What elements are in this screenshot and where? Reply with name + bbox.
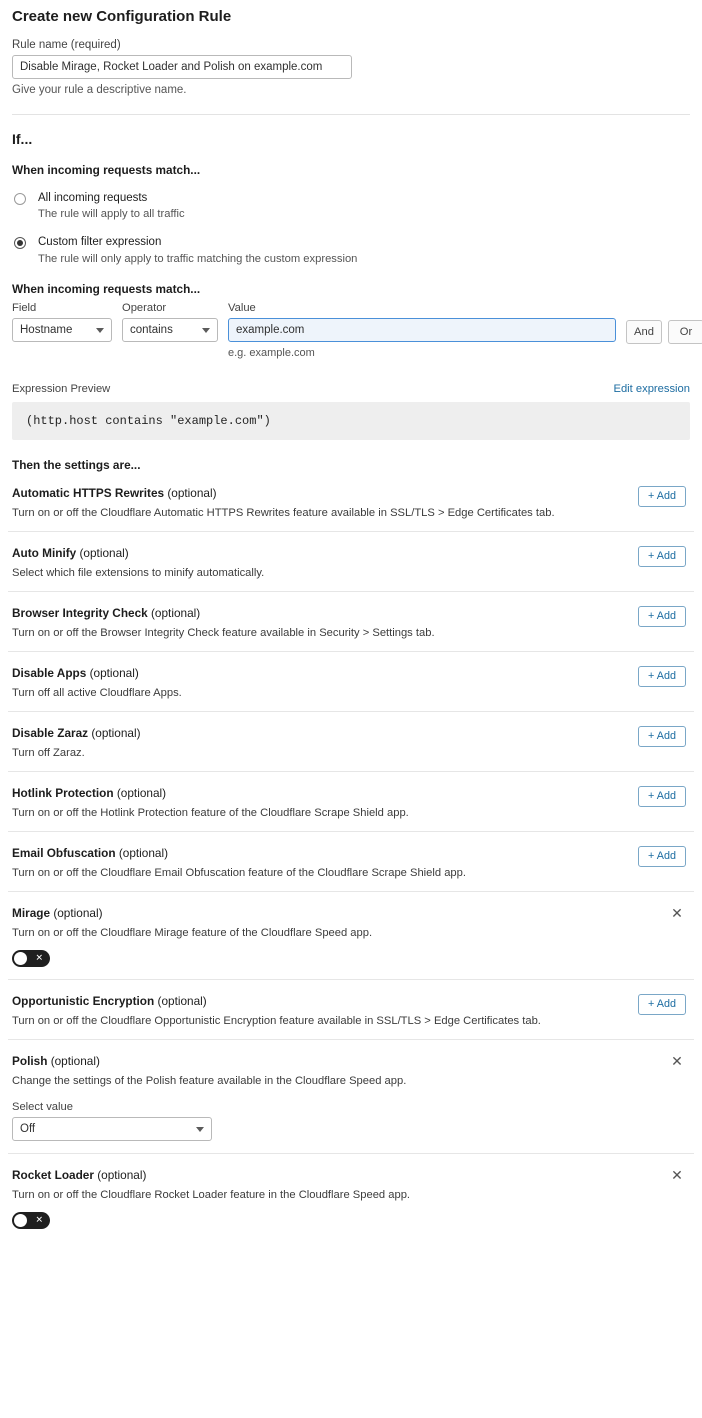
and-button[interactable]: And <box>626 320 662 344</box>
field-select[interactable] <box>12 318 112 342</box>
radio-option-all-requests[interactable] <box>12 191 694 221</box>
value-help: e.g. example.com <box>228 346 315 359</box>
setting-disable-zaraz <box>8 712 694 772</box>
setting-email-obfuscation <box>8 832 694 892</box>
then-settings-heading: Then the settings are... <box>12 457 141 472</box>
if-section-subheading: When incoming requests match... <box>12 163 201 177</box>
edit-expression-link[interactable]: Edit expression <box>613 382 690 395</box>
rule-name-label: Rule name (required) <box>12 39 121 51</box>
setting-optional-tag: (optional) <box>97 1167 147 1182</box>
setting-optional-tag: (optional) <box>53 905 103 920</box>
rocket-loader-toggle[interactable] <box>12 1212 50 1229</box>
setting-title-text: Auto Minify <box>12 545 77 560</box>
setting-title-text: Email Obfuscation <box>12 845 116 860</box>
radio-custom-filter-icon[interactable] <box>14 237 26 249</box>
chevron-down-icon <box>196 1127 204 1132</box>
operator-select[interactable] <box>122 318 218 342</box>
setting-polish <box>8 1040 694 1154</box>
setting-description: Turn on or off the Hotlink Protection feature of the Cloudflare Scrape Shield app. <box>12 806 409 819</box>
setting-optional-tag: (optional) <box>91 725 141 740</box>
add-button[interactable]: + Add <box>638 726 686 747</box>
expression-preview-text: (http.host contains "example.com") <box>12 402 690 440</box>
setting-title <box>12 786 690 800</box>
setting-title-text: Mirage <box>12 905 51 920</box>
toggle-off-icon: ✕ <box>35 952 43 963</box>
toggle-off-icon: ✕ <box>35 1214 43 1225</box>
or-button[interactable]: Or <box>668 320 702 344</box>
setting-description: Change the settings of the Polish feature available in the Cloudflare Speed app. <box>12 1074 407 1087</box>
remove-setting-icon[interactable]: ✕ <box>671 904 683 921</box>
setting-optional-tag: (optional) <box>151 605 201 620</box>
setting-title <box>12 1054 690 1068</box>
setting-optional-tag: (optional) <box>118 845 169 860</box>
add-button[interactable]: + Add <box>638 846 686 867</box>
setting-description: Turn on or off the Cloudflare Mirage feature of the Cloudflare Speed app. <box>12 926 373 939</box>
setting-title <box>12 726 690 740</box>
radio-option-custom-filter[interactable] <box>12 235 694 265</box>
setting-optional-tag: (optional) <box>89 665 139 680</box>
chevron-down-icon <box>202 328 210 333</box>
radio-all-requests-icon[interactable] <box>14 193 26 205</box>
setting-optional-tag: (optional) <box>167 485 217 500</box>
setting-title-text: Hotlink Protection <box>12 785 114 800</box>
operator-select-value: contains <box>130 323 173 336</box>
setting-title <box>12 666 690 680</box>
expression-preview-header <box>12 383 690 395</box>
add-button[interactable]: + Add <box>638 606 686 627</box>
polish-select[interactable] <box>12 1117 212 1141</box>
setting-mirage <box>8 892 694 980</box>
remove-setting-icon[interactable]: ✕ <box>671 1166 683 1183</box>
setting-automatic-https-rewrites <box>8 472 694 532</box>
setting-optional-tag: (optional) <box>79 545 129 560</box>
radio-custom-filter-desc: The rule will only apply to traffic matching the custom expression <box>38 252 358 265</box>
toggle-knob <box>14 1214 27 1227</box>
polish-select-value: Off <box>20 1122 36 1135</box>
setting-title <box>12 606 690 620</box>
toggle-knob <box>14 952 27 965</box>
add-button[interactable]: + Add <box>638 546 686 567</box>
setting-description: Turn on or off the Cloudflare Opportunistic Encryption feature available in SSL/TLS > Edge Certificates tab. <box>12 1014 541 1027</box>
setting-optional-tag: (optional) <box>116 785 167 800</box>
setting-title-text: Disable Zaraz <box>12 725 89 740</box>
setting-description: Turn on or off the Cloudflare Email Obfuscation feature of the Cloudflare Scrape Shield app. <box>12 866 466 879</box>
add-button[interactable]: + Add <box>638 486 686 507</box>
setting-title-text: Browser Integrity Check <box>12 605 148 620</box>
setting-title <box>12 994 690 1008</box>
mirage-toggle[interactable] <box>12 950 50 967</box>
setting-title <box>12 906 690 920</box>
rule-name-help: Give your rule a descriptive name. <box>12 84 187 96</box>
setting-description: Turn on or off the Cloudflare Rocket Loader feature in the Cloudflare Speed app. <box>12 1188 411 1201</box>
setting-opportunistic-encryption <box>8 980 694 1040</box>
radio-custom-filter-label: Custom filter expression <box>38 236 162 249</box>
radio-all-requests-label: All incoming requests <box>38 192 148 204</box>
setting-description: Select which file extensions to minify automatically. <box>12 566 265 579</box>
setting-optional-tag: (optional) <box>157 993 207 1008</box>
add-button[interactable]: + Add <box>638 994 686 1015</box>
add-button[interactable]: + Add <box>638 666 686 687</box>
setting-description: Turn off all active Cloudflare Apps. <box>12 686 182 699</box>
page-title: Create new Configuration Rule <box>12 8 232 25</box>
setting-description: Turn on or off the Browser Integrity Check feature available in Security > Settings tab. <box>12 626 435 639</box>
value-input[interactable] <box>228 318 616 342</box>
if-section-heading: If... <box>12 131 33 147</box>
radio-all-requests-desc: The rule will apply to all traffic <box>38 208 185 221</box>
filter-builder-row <box>12 302 694 359</box>
setting-auto-minify <box>8 532 694 592</box>
operator-column-label: Operator <box>122 301 167 314</box>
expression-preview-label: Expression Preview <box>12 382 111 395</box>
setting-hotlink-protection <box>8 772 694 832</box>
value-column-label: Value <box>228 301 256 314</box>
setting-description: Turn on or off the Cloudflare Automatic HTTPS Rewrites feature available in SSL/TLS > Edge Certificates tab. <box>12 506 555 519</box>
field-column-label: Field <box>12 301 37 314</box>
setting-description: Turn off Zaraz. <box>12 746 85 759</box>
add-button[interactable]: + Add <box>638 786 686 807</box>
divider <box>12 114 690 115</box>
remove-setting-icon[interactable]: ✕ <box>671 1052 683 1069</box>
setting-browser-integrity-check <box>8 592 694 652</box>
setting-title-text: Polish <box>12 1053 48 1068</box>
filter-subheading: When incoming requests match... <box>12 281 201 296</box>
setting-title-text: Opportunistic Encryption <box>12 993 155 1008</box>
setting-title <box>12 546 690 560</box>
setting-title-text: Disable Apps <box>12 665 87 680</box>
setting-title <box>12 1168 690 1182</box>
field-select-value: Hostname <box>20 323 73 336</box>
setting-title <box>12 846 690 860</box>
polish-select-label: Select value <box>12 1100 73 1113</box>
setting-optional-tag: (optional) <box>50 1053 100 1068</box>
setting-rocket-loader <box>8 1154 694 1241</box>
rule-name-input[interactable] <box>12 55 352 79</box>
setting-title-text: Automatic HTTPS Rewrites <box>12 485 165 500</box>
setting-disable-apps <box>8 652 694 712</box>
setting-title <box>12 486 690 500</box>
chevron-down-icon <box>96 328 104 333</box>
setting-title-text: Rocket Loader <box>12 1167 94 1182</box>
